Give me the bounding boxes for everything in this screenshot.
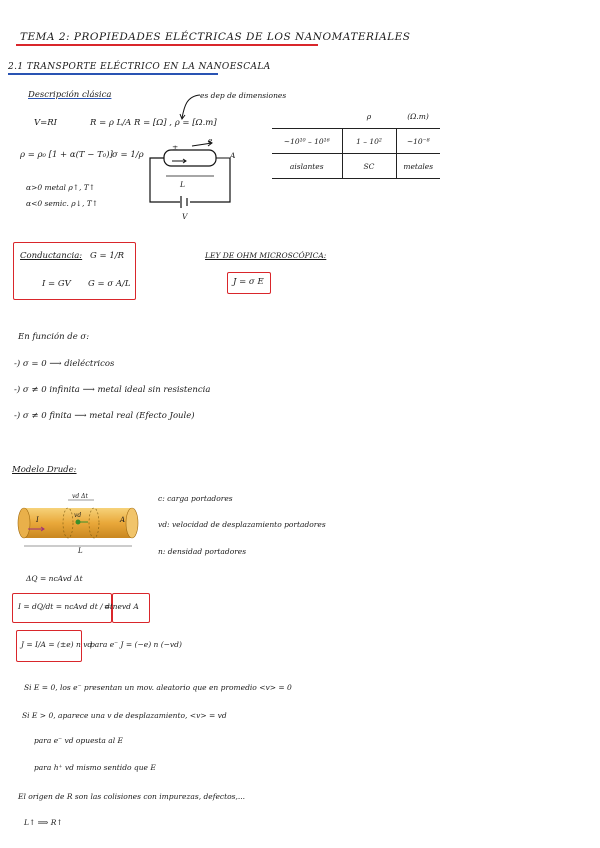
section-title: 2.1 TRANSPORTE ELÉCTRICO EN LA NANOESCALA <box>8 62 271 72</box>
resistivity-table <box>272 104 440 179</box>
current-eq: I = dQ/dt = ncAvd dt / dt <box>18 602 113 611</box>
drude-note-1: Si E = 0, los e⁻ presentan un mov. aleatorio que en promedio <v> = 0 <box>24 683 292 692</box>
j-note: para e⁻ J = (−e) n (−vd) <box>90 640 182 649</box>
conductance-g2: G = σ A/L <box>88 279 131 289</box>
circuit-pm: ± <box>172 143 179 152</box>
dimension-note: es dep de dimensiones <box>200 91 287 100</box>
drude-note-2: Si E > 0, aparece una v de desplazamiento, <v> = vd <box>22 711 227 720</box>
sigma-case-2: -) σ ≠ 0 infinita ⟶ metal ideal sin resistencia <box>14 385 211 395</box>
drude-def-3: n: densidad portadores <box>158 547 247 556</box>
resistance-formula: R = ρ L/A <box>90 118 132 128</box>
rho-temperature: ρ = ρ₀ [1 + α(T − T₀)] <box>20 150 113 160</box>
drude-note-6: L↑ ⟹ R↑ <box>24 818 63 827</box>
table-header-rho: ρ <box>366 111 372 121</box>
micro-ohm-label: LEY DE OHM MICROSCÓPICA: <box>205 251 327 260</box>
current-result: = nevd A <box>104 602 139 611</box>
table-row: ~10¹⁰ – 10¹⁶ 1 – 10² ~10⁻⁸ <box>272 129 440 154</box>
conductance-g1: G = 1/R <box>90 251 124 261</box>
sigma-intro: En función de σ: <box>18 332 90 342</box>
drude-note-3: para e⁻ vd opuesta al E <box>34 736 123 745</box>
ohm-law: V=RI <box>34 118 58 128</box>
fig-vd-dt: vd Δt <box>72 493 88 500</box>
micro-ohm-eq: J = σ E <box>233 277 264 287</box>
conductance-label: Conductancia: <box>20 251 83 261</box>
circuit-a: A <box>230 151 236 160</box>
alpha-positive: α>0 metal ρ↑, T↑ <box>26 183 96 192</box>
fig-i: I <box>36 516 39 524</box>
title-underline <box>16 44 318 46</box>
delta-q: ΔQ = ncAvd Δt <box>26 574 83 583</box>
fig-a: A <box>120 516 126 524</box>
drude-def-1: c: carga portadores <box>158 494 233 503</box>
page-title: TEMA 2: PROPIEDADES ELÉCTRICAS DE LOS NANOMATERIALES <box>20 31 411 43</box>
classical-subtitle: Descripción clásica <box>28 90 112 100</box>
drude-note-5: El origen de R son las colisiones con impurezas, defectos,... <box>18 792 246 801</box>
circuit-diagram <box>146 136 242 224</box>
sigma-case-1: -) σ = 0 ⟶ dieléctricos <box>14 359 115 369</box>
j-eq: J = I/A = (±e) n vd <box>21 640 93 649</box>
circuit-l: L <box>180 180 185 189</box>
alpha-negative: α<0 semic. ρ↓, T↑ <box>26 199 99 208</box>
table-header-unit: (Ω.m) <box>407 111 429 121</box>
circuit-e: e <box>208 136 213 145</box>
units: R = [Ω] , ρ = [Ω.m] <box>134 118 217 128</box>
drude-title: Modelo Drude: <box>12 465 77 475</box>
circuit-v: V <box>182 212 188 221</box>
sigma-def: σ = 1/ρ <box>112 150 144 160</box>
conductance-ohm: I = GV <box>42 279 71 289</box>
sigma-case-3: -) σ ≠ 0 finita ⟶ metal real (Efecto Joule) <box>14 411 195 421</box>
fig-vd: vd <box>74 512 82 519</box>
section-underline <box>8 73 218 75</box>
table-row: aislantes SC metales <box>272 154 440 179</box>
fig-l: L <box>78 547 83 555</box>
drude-def-2: vd: velocidad de desplazamiento portadores <box>158 520 326 529</box>
drude-note-4: para h⁺ vd mismo sentido que E <box>34 763 156 772</box>
